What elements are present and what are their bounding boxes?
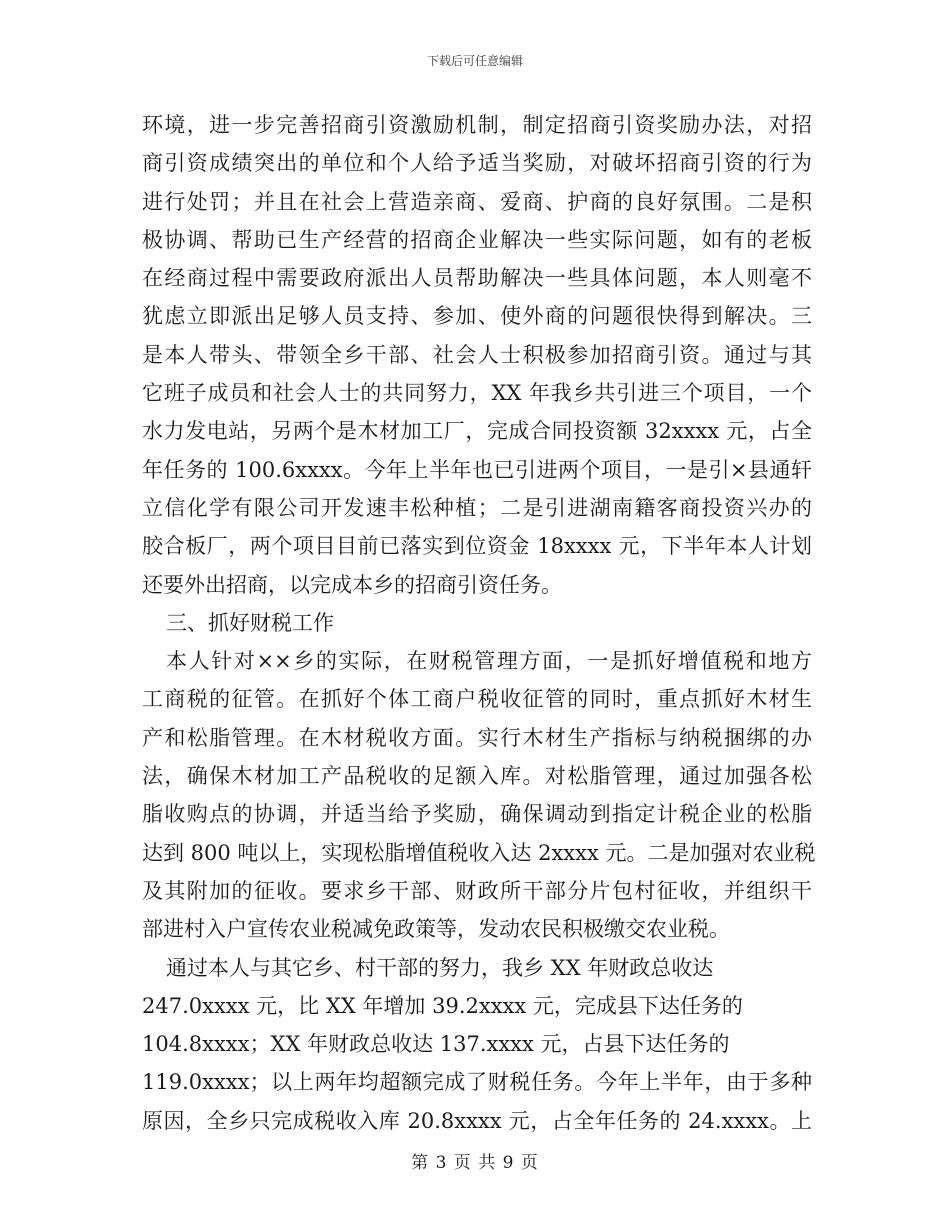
document-body (142, 106, 816, 1140)
text-line: 247.0xxxx 元，比 XX 年增加 39.2xxxx 元，完成县下达任务的 (142, 993, 743, 1018)
text-line: 法，确保木材加工产品税收的足额入库。对松脂管理，通过加强各松 (142, 764, 812, 789)
text-line: 原因，全乡只完成税收入库 20.8xxxx 元，占全年任务的 24.xxxx。上 (142, 1108, 812, 1133)
text-line: 部进村入户宣传农业税减免政策等，发动农民积极缴交农业税。 (142, 917, 730, 942)
text-line: 犹虑立即派出足够人员支持、参加、使外商的问题很快得到解决。三 (142, 304, 812, 329)
text-line: 本人针对××乡的实际，在财税管理方面，一是抓好增值税和地方 (166, 649, 812, 674)
text-line: 通过本人与其它乡、村干部的努力，我乡 XX 年财政总收达 (166, 955, 714, 980)
text-line: 进行处罚；并且在社会上营造亲商、爱商、护商的良好氛围。二是积 (142, 189, 812, 214)
page-number: 第 3 页 共 9 页 (411, 1153, 539, 1173)
text-line: 胶合板厂，两个项目目前已落实到位资金 18xxxx 元，下半年本人计划 (142, 534, 812, 559)
text-line: 是本人带头、带领全乡干部、社会人士积极参加招商引资。通过与其 (142, 342, 812, 367)
text-line: 还要外出招商，以完成本乡的招商引资任务。 (142, 572, 562, 597)
text-line: 极协调、帮助已生产经营的招商企业解决一些实际问题，如有的老板 (142, 227, 812, 252)
text-line: 它班子成员和社会人士的共同努力，XX 年我乡共引进三个项目，一个 (142, 381, 812, 406)
text-line: 水力发电站，另两个是木材加工厂，完成合同投资额 32xxxx 元，占全 (142, 419, 812, 444)
text-line: 工商税的征管。在抓好个体工商户税收征管的同时，重点抓好木材生 (142, 687, 812, 712)
text-line: 119.0xxxx；以上两年均超额完成了财税任务。今年上半年，由于多种 (142, 1070, 812, 1095)
text-line: 产和松脂管理。在木材税收方面。实行木材生产指标与纳税捆绑的办 (142, 725, 812, 750)
text-line: 商引资成绩突出的单位和个人给予适当奖励，对破坏招商引资的行为 (142, 151, 812, 176)
text-line: 环境，进一步完善招商引资激励机制，制定招商引资奖励办法，对招 (142, 113, 812, 137)
text-line: 及其附加的征收。要求乡干部、财政所干部分片包村征收，并组织干 (142, 878, 812, 903)
text-line: 104.8xxxx；XX 年财政总收达 137.xxxx 元，占县下达任务的 (142, 1032, 730, 1057)
text-line: 三、抓好财税工作 (166, 610, 334, 635)
text-line: 立信化学有限公司开发速丰松种植；二是引进湖南籍客商投资兴办的 (142, 495, 812, 520)
text-line: 在经商过程中需要政府派出人员帮助解决一些具体问题，本人则毫不 (142, 266, 812, 291)
text-line: 脂收购点的协调，并适当给予奖励，确保调动到指定计税企业的松脂 (142, 802, 812, 827)
page-header: 下载后可任意编辑 (426, 54, 523, 68)
text-line: 年任务的 100.6xxxx。今年上半年也已引进两个项目，一是引×县通轩 (142, 457, 812, 482)
text-line: 达到 800 吨以上，实现松脂增值税收入达 2xxxx 元。二是加强对农业税 (142, 840, 816, 865)
